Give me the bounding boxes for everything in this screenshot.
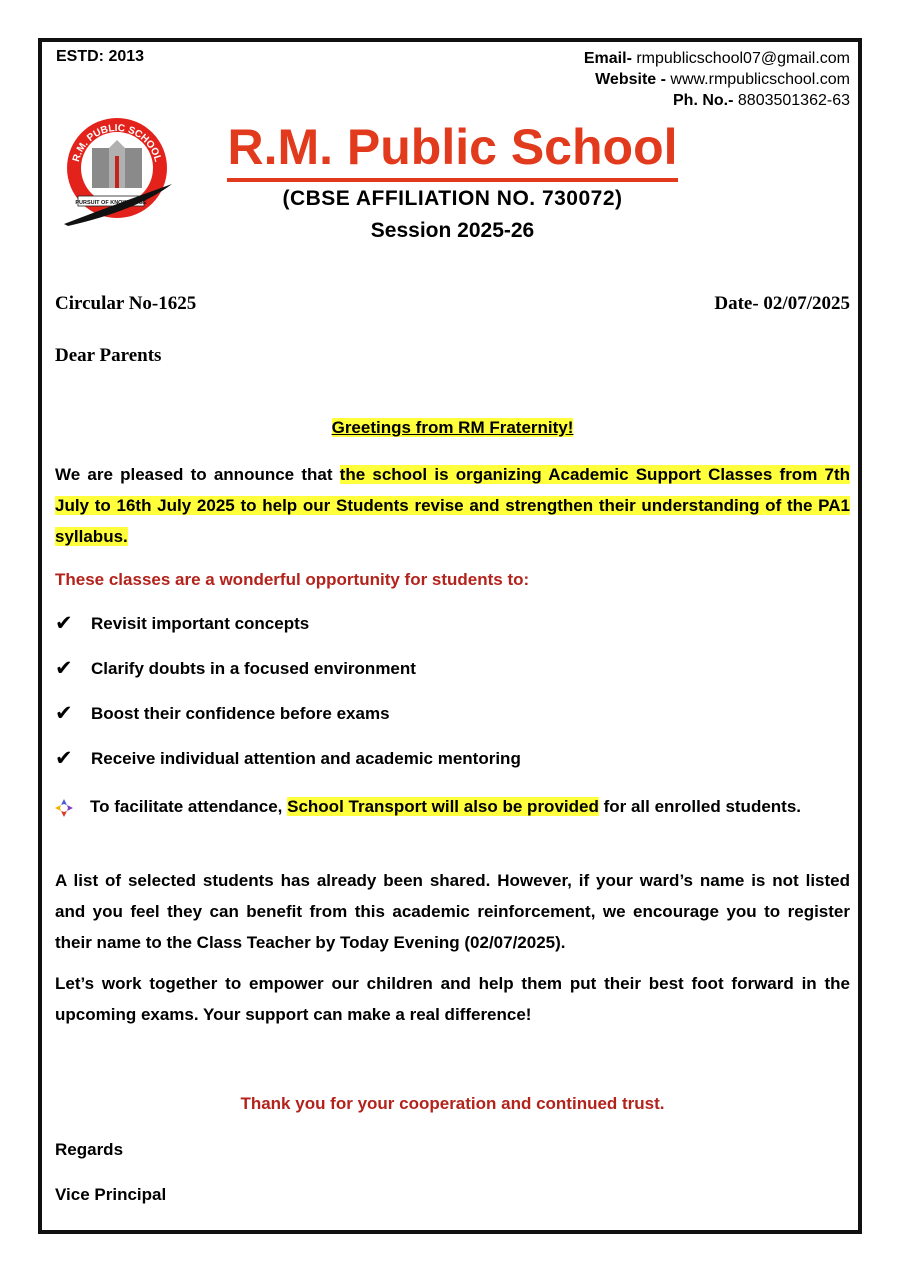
intro-plain: We are pleased to announce that [55,465,340,484]
contact-block [584,48,850,111]
affiliation-number: (CBSE AFFILIATION NO. 730072) [282,187,623,210]
greeting-line [0,418,905,438]
checkmark-icon: ✔ [55,747,73,770]
closing-paragraph: Let’s work together to empower our children and help them put their best foot forward in the upcoming exams. Your support can make a real difference! [55,974,850,1024]
phone-line [584,90,850,111]
transport-after: for all enrolled students. [598,797,801,816]
list-item-text: Clarify doubts in a focused environment [91,658,416,678]
transport-text [90,792,850,821]
transport-highlight: School Transport will also be provided [287,797,599,816]
list-item-text: Boost their confidence before exams [91,703,390,723]
opportunity-heading: These classes are a wonderful opportunity for students to: [55,570,530,589]
website-value[interactable]: www.rmpublicschool.com [670,71,850,88]
list-item-text: Receive individual attention and academic mentoring [91,748,521,768]
checkmark-icon: ✔ [55,612,73,635]
logo-text-top: R.M. PUBLIC SCHOOL [70,122,164,164]
transport-before: To facilitate attendance, [90,797,288,816]
list-item [55,746,521,771]
list-item [55,611,309,636]
salutation: Dear Parents [55,345,162,366]
email-line [584,48,850,69]
checkmark-icon: ✔ [55,657,73,680]
circular-number: Circular No-1625 [55,293,197,314]
list-item [55,701,390,726]
established-year: ESTD: 2013 [56,48,145,65]
regards: Regards [55,1140,124,1159]
intro-paragraph [55,459,850,552]
four-arrows-icon [55,799,73,817]
checkmark-icon: ✔ [55,702,73,725]
email-value[interactable]: rmpublicschool07@gmail.com [636,50,850,67]
circular-date: Date- 02/07/2025 [714,293,850,314]
signatory: Vice Principal [55,1185,167,1204]
email-label: Email- [583,50,632,67]
session-year: Session 2025-26 [370,219,535,242]
intro-highlight: the school is organizing Academic Support Classes from 7th July to 16th July 2025 to help our Students revise and strengthen their understanding of the PA1 syllabus. [55,465,850,546]
logo-text-bottom: PURSUIT OF KNOWLEDGE [75,200,147,206]
website-label: Website - [595,71,666,88]
school-name-wrap [0,118,905,182]
greeting-text: Greetings from RM Fraternity! [331,418,574,437]
list-item [55,656,416,681]
selection-paragraph: A list of selected students has already been shared. However, if your ward’s name is not listed and you feel they can benefit from this academic reinforcement, we encourage you to register their name to the Class Teacher by Today Evening (02/07/2025). [55,871,850,952]
school-name: R.M. Public School [227,118,677,182]
phone-label: Ph. No.- [673,92,734,109]
thanks-line: Thank you for your cooperation and continued trust. [240,1094,665,1113]
phone-value: 8803501362-63 [737,92,850,109]
list-item-text: Revisit important concepts [91,613,310,633]
website-line [584,69,850,90]
